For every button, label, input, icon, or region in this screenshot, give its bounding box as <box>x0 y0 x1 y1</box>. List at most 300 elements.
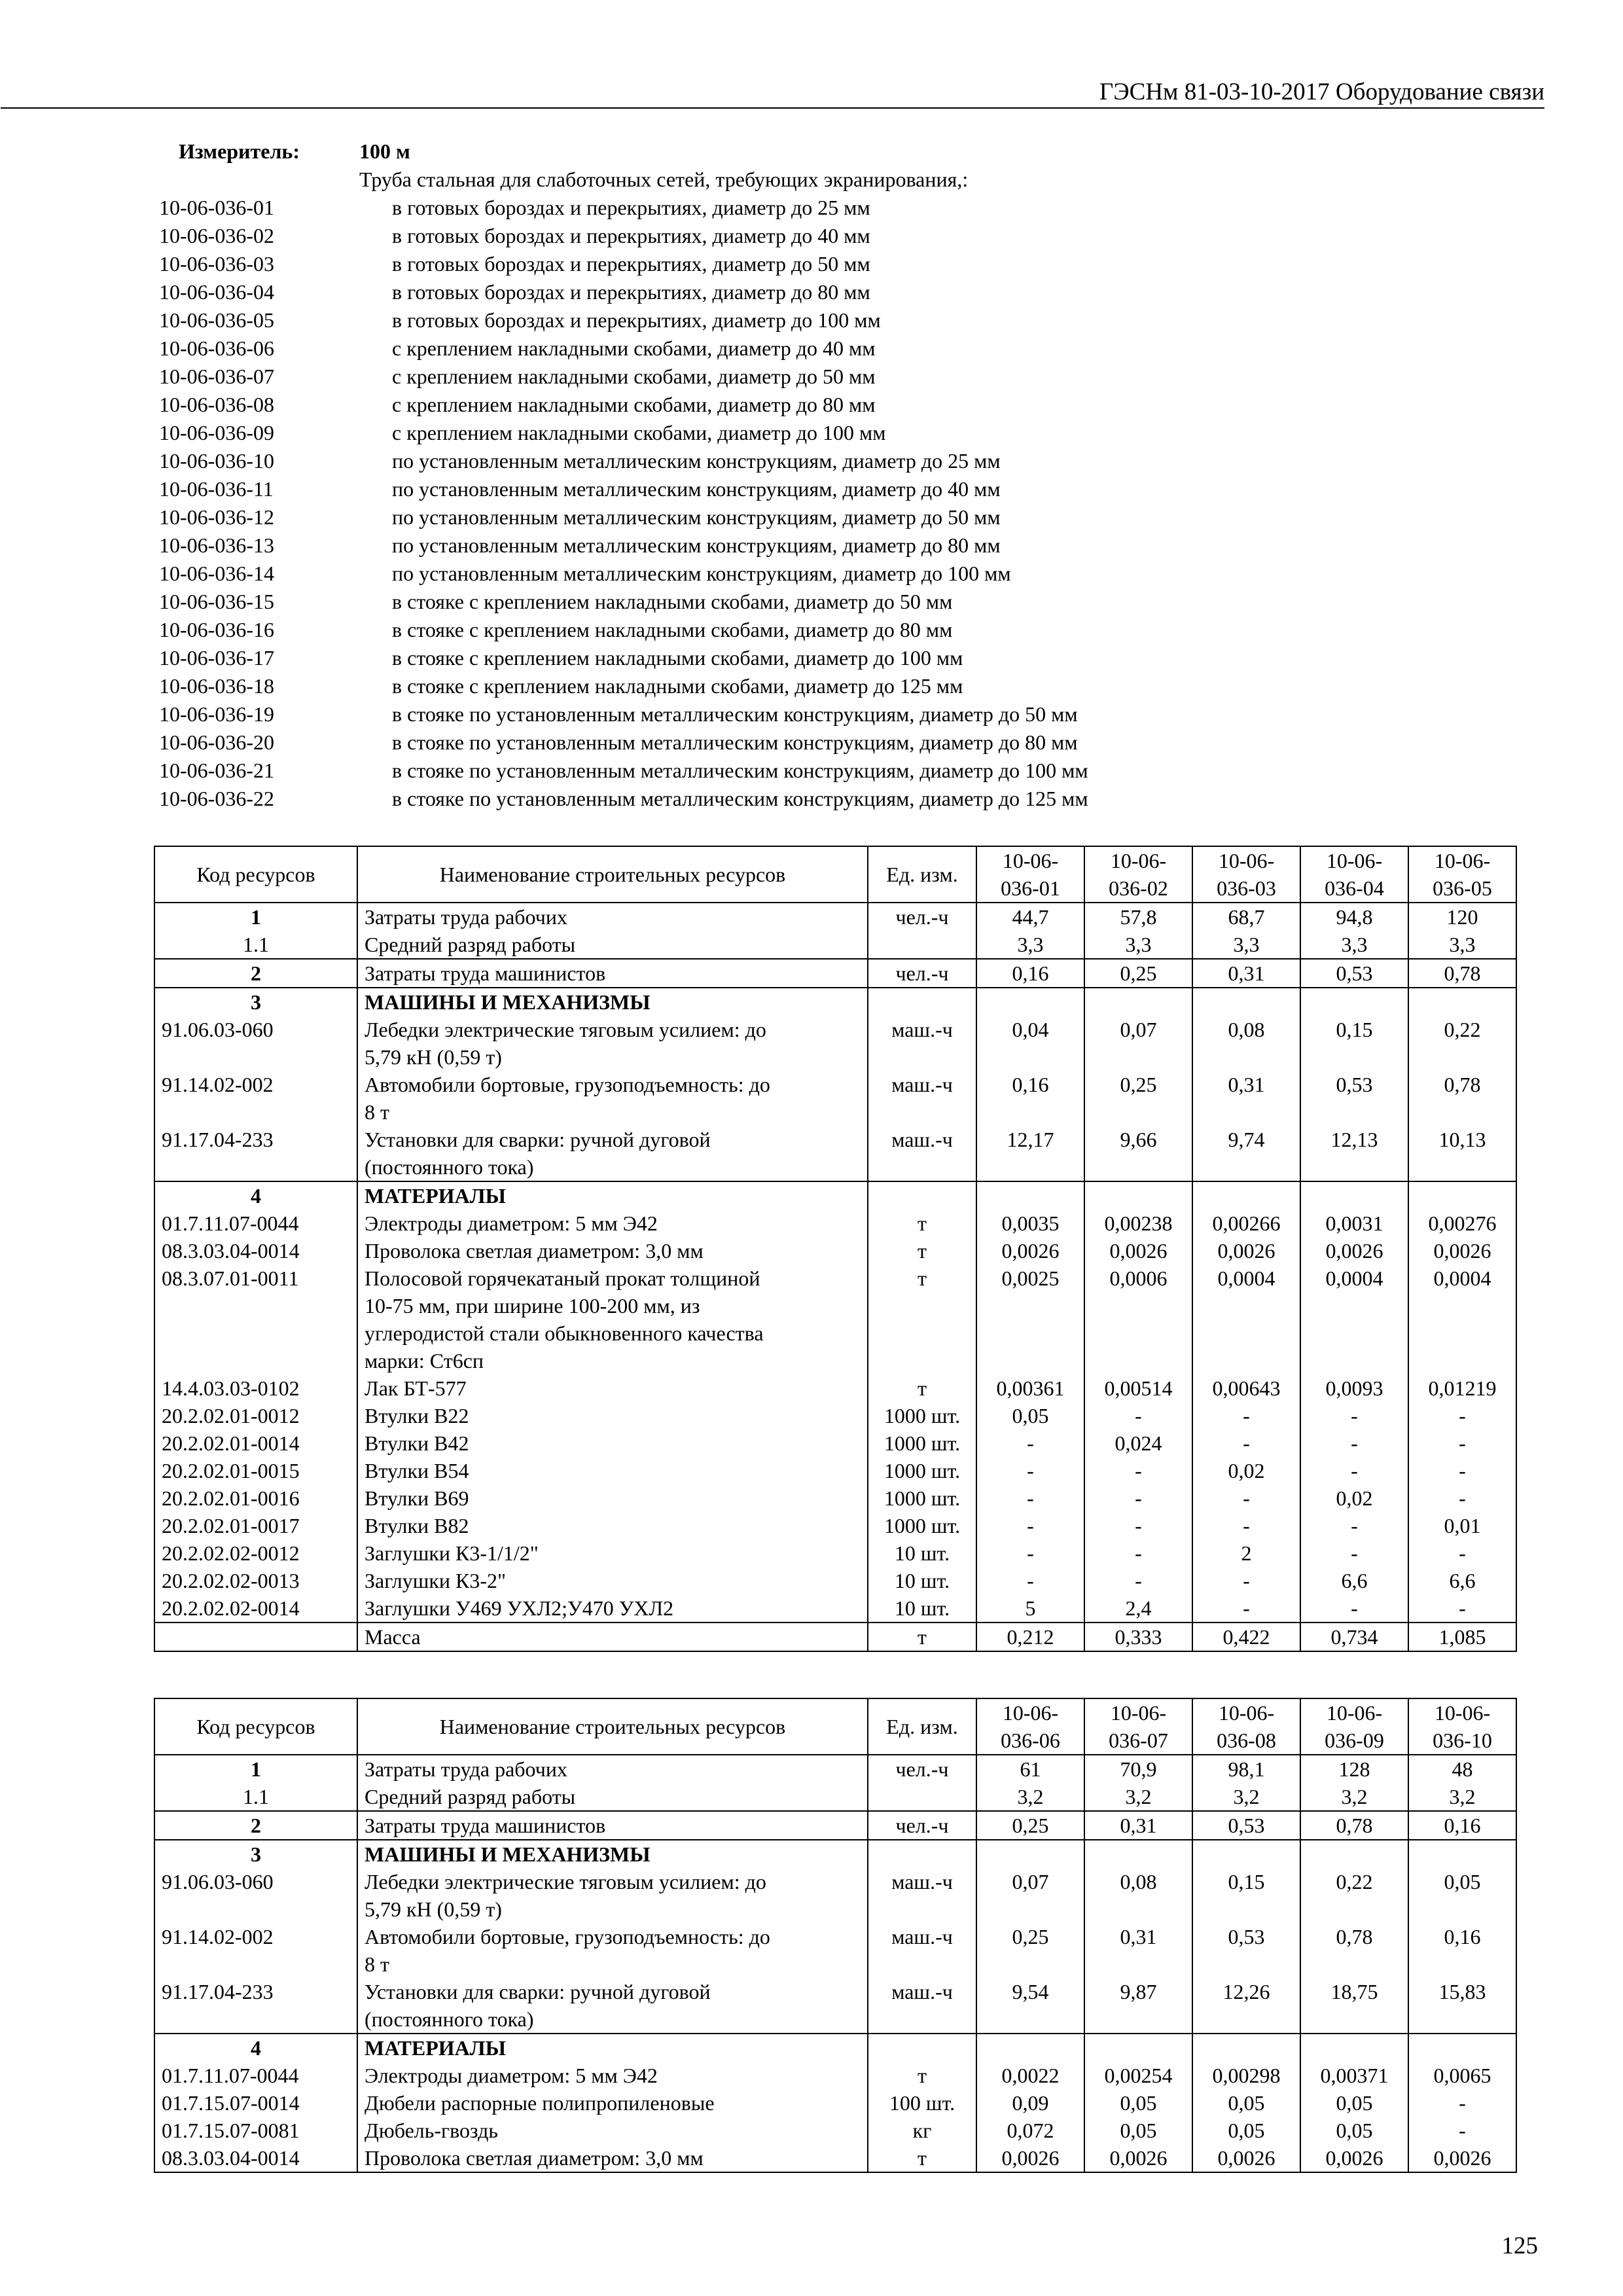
measure-item-desc: в стояке с креплением накладными скобами, диаметр до 100 мм <box>392 646 963 670</box>
measure-item-code: 10-06-036-10 <box>159 449 274 473</box>
row-name <box>357 2117 868 2144</box>
table-row <box>154 1374 1516 1402</box>
row-value: - <box>1408 2117 1516 2144</box>
row-name-line: Электроды диаметром: 5 мм Э42 <box>365 2064 658 2087</box>
measure-item <box>159 475 1533 503</box>
row-value: 0,0026 <box>1192 2144 1300 2172</box>
table-row <box>154 1237 1516 1265</box>
row-unit: 10 шт. <box>868 1594 976 1623</box>
row-code <box>154 1623 357 1651</box>
table-row <box>154 1868 1516 1923</box>
row-value: - <box>1300 1512 1408 1539</box>
row-value: 9,66 <box>1084 1126 1192 1181</box>
row-value: - <box>1084 1539 1192 1567</box>
row-value: 3,3 <box>1300 931 1408 959</box>
row-name-line: углеродистой стали обыкновенного качества <box>365 1321 764 1345</box>
header-column <box>1408 846 1516 903</box>
row-value: 12,26 <box>1192 1978 1300 2034</box>
table-row <box>154 2117 1516 2144</box>
row-name <box>357 1265 868 1374</box>
measure-item <box>159 447 1533 475</box>
row-name-line: Лак БТ-577 <box>365 1376 467 1400</box>
table-row <box>154 959 1516 988</box>
row-name-line: Втулки В54 <box>365 1459 469 1482</box>
header-column-line: 036-04 <box>1325 876 1384 900</box>
row-code: 2 <box>154 1811 357 1840</box>
row-name-line: Втулки В22 <box>365 1404 469 1427</box>
row-name-line: Заглушки У469 УХЛ2;У470 УХЛ2 <box>365 1596 674 1620</box>
row-value: 9,87 <box>1084 1978 1192 2034</box>
row-value: - <box>1408 1594 1516 1623</box>
row-name-line: (постоянного тока) <box>365 1155 534 1179</box>
row-code: 3 <box>154 1840 357 1868</box>
measure-item <box>159 194 1533 222</box>
row-value <box>1300 1840 1408 1868</box>
row-value <box>1408 1181 1516 1210</box>
row-name-line: Втулки В69 <box>365 1486 469 1510</box>
row-value: 5 <box>976 1594 1084 1623</box>
row-code: 91.14.02-002 <box>154 1071 357 1126</box>
row-code: 14.4.03.03-0102 <box>154 1374 357 1402</box>
table-row <box>154 1265 1516 1374</box>
header-column <box>1084 1698 1192 1755</box>
header-column-line: 036-03 <box>1217 876 1276 900</box>
row-name-line: (постоянного тока) <box>365 2007 534 2031</box>
row-name <box>357 1923 868 1978</box>
row-value: 0,00643 <box>1192 1374 1300 1402</box>
row-value: 68,7 <box>1192 903 1300 931</box>
row-code: 01.7.15.07-0014 <box>154 2089 357 2117</box>
measure-item-desc: в стояке с креплением накладными скобами, диаметр до 80 мм <box>392 618 953 641</box>
row-value: 128 <box>1300 1755 1408 1783</box>
row-value: 0,31 <box>1084 1811 1192 1840</box>
row-value: 0,05 <box>1084 2089 1192 2117</box>
row-value: 3,2 <box>1408 1783 1516 1811</box>
row-value: - <box>1084 1484 1192 1512</box>
row-name-line: Полосовой горячекатаный прокат толщиной <box>365 1266 760 1290</box>
row-value: 0,0035 <box>976 1210 1084 1237</box>
row-value: 0,00371 <box>1300 2062 1408 2089</box>
row-value: 0,78 <box>1408 1071 1516 1126</box>
measure-item-code: 10-06-036-20 <box>159 730 274 754</box>
row-name-line: 5,79 кН (0,59 т) <box>365 1897 502 1921</box>
row-value: - <box>1192 1429 1300 1457</box>
row-name <box>357 1071 868 1126</box>
row-value <box>1084 988 1192 1016</box>
row-value: 0,333 <box>1084 1623 1192 1651</box>
row-value: 0,0026 <box>1408 2144 1516 2172</box>
header-column <box>976 1698 1084 1755</box>
row-name <box>357 1783 868 1811</box>
table-header-row <box>154 1698 1516 1755</box>
header-column-line: 036-10 <box>1433 1729 1492 1752</box>
row-value: - <box>1408 1429 1516 1457</box>
header-column-line: 10-06- <box>1326 1701 1383 1725</box>
row-value: 0,0093 <box>1300 1374 1408 1402</box>
measure-item <box>159 391 1533 419</box>
row-code: 08.3.07.01-0011 <box>154 1265 357 1374</box>
measure-item <box>159 700 1533 728</box>
row-unit <box>868 931 976 959</box>
table-row <box>154 1840 1516 1868</box>
resources-table-2 <box>154 1698 1517 2173</box>
row-value <box>976 2034 1084 2062</box>
row-name-line: Затраты труда машинистов <box>365 961 606 985</box>
row-value <box>1192 988 1300 1016</box>
row-name-line: Проволока светлая диаметром: 3,0 мм <box>365 2146 704 2170</box>
row-value: 0,0026 <box>976 1237 1084 1265</box>
row-name <box>357 1457 868 1484</box>
row-value: 10,13 <box>1408 1126 1516 1181</box>
row-name-line: Втулки В82 <box>365 1514 469 1537</box>
row-value: 0,31 <box>1192 959 1300 988</box>
measure-item <box>159 757 1533 785</box>
row-value: 98,1 <box>1192 1755 1300 1783</box>
row-name-line: Лебедки электрические тяговым усилием: до <box>365 1018 766 1041</box>
row-code: 1 <box>154 903 357 931</box>
row-value: 0,422 <box>1192 1623 1300 1651</box>
row-value <box>1192 2034 1300 2062</box>
header-code: Код ресурсов <box>154 1698 357 1755</box>
row-value: 0,0004 <box>1300 1265 1408 1374</box>
row-name <box>357 1402 868 1429</box>
row-unit: маш.-ч <box>868 1126 976 1181</box>
row-value: 2,4 <box>1084 1594 1192 1623</box>
row-name-line: Затраты труда машинистов <box>365 1814 606 1837</box>
table-row <box>154 1429 1516 1457</box>
row-value: 0,53 <box>1300 1071 1408 1126</box>
measure-intro: Труба стальная для слаботочных сетей, требующих экранирования,: <box>359 168 969 191</box>
row-value: 0,00238 <box>1084 1210 1192 1237</box>
row-value: 0,04 <box>976 1016 1084 1071</box>
measure-item-code: 10-06-036-15 <box>159 590 274 613</box>
row-value: 0,22 <box>1408 1016 1516 1071</box>
measure-item-desc: с креплением накладными скобами, диаметр до 100 мм <box>392 421 886 444</box>
row-code: 91.17.04-233 <box>154 1978 357 2034</box>
row-value: 0,0026 <box>1192 1237 1300 1265</box>
row-code: 1.1 <box>154 931 357 959</box>
row-value: - <box>976 1539 1084 1567</box>
row-value: 6,6 <box>1300 1567 1408 1594</box>
row-value: 0,02 <box>1192 1457 1300 1484</box>
row-code: 20.2.02.01-0014 <box>154 1429 357 1457</box>
row-code: 91.06.03-060 <box>154 1016 357 1071</box>
row-name <box>357 1210 868 1237</box>
row-value: 0,07 <box>976 1868 1084 1923</box>
measure-item <box>159 222 1533 250</box>
row-value <box>1408 1840 1516 1868</box>
measure-item-code: 10-06-036-21 <box>159 759 274 782</box>
row-value: - <box>1192 1512 1300 1539</box>
row-value: 0,212 <box>976 1623 1084 1651</box>
row-value: 12,13 <box>1300 1126 1408 1181</box>
row-value: 0,0004 <box>1192 1265 1300 1374</box>
row-name <box>357 1429 868 1457</box>
row-unit <box>868 1181 976 1210</box>
row-value: - <box>1300 1402 1408 1429</box>
row-value: 0,25 <box>976 1923 1084 1978</box>
row-unit: 1000 шт. <box>868 1402 976 1429</box>
row-name <box>357 1016 868 1071</box>
row-value: 0,00298 <box>1192 2062 1300 2089</box>
table-row <box>154 1623 1516 1651</box>
header-column-line: 10-06- <box>1434 1701 1491 1725</box>
row-value: 9,54 <box>976 1978 1084 2034</box>
row-name-line: Лебедки электрические тяговым усилием: до <box>365 1870 766 1893</box>
row-value: 0,16 <box>976 959 1084 988</box>
row-name-line: МАШИНЫ И МЕХАНИЗМЫ <box>365 990 651 1014</box>
row-value: 0,0026 <box>976 2144 1084 2172</box>
row-value: 0,0006 <box>1084 1265 1192 1374</box>
header-column <box>1300 846 1408 903</box>
row-name-line: Автомобили бортовые, грузоподъемность: до <box>365 1073 770 1096</box>
row-name-line: Затраты труда рабочих <box>365 1757 567 1781</box>
row-value: 0,16 <box>976 1071 1084 1126</box>
row-name <box>357 1840 868 1868</box>
row-unit: т <box>868 1265 976 1374</box>
row-value: 0,08 <box>1084 1868 1192 1923</box>
measure-item-desc: по установленным металлическим конструкциям, диаметр до 50 мм <box>392 505 1001 529</box>
row-value: - <box>976 1457 1084 1484</box>
row-value: - <box>1084 1402 1192 1429</box>
row-code: 20.2.02.01-0012 <box>154 1402 357 1429</box>
row-value: 120 <box>1408 903 1516 931</box>
row-value: 6,6 <box>1408 1567 1516 1594</box>
row-name-line: марки: Ст6сп <box>365 1349 484 1372</box>
header-unit: Ед. изм. <box>868 846 976 903</box>
row-code: 01.7.11.07-0044 <box>154 1210 357 1237</box>
table-row <box>154 1539 1516 1567</box>
row-code: 08.3.03.04-0014 <box>154 1237 357 1265</box>
row-value <box>1084 2034 1192 2062</box>
table-row <box>154 1126 1516 1181</box>
measure-item-desc: по установленным металлическим конструкциям, диаметр до 25 мм <box>392 449 1001 473</box>
row-value: 0,05 <box>976 1402 1084 1429</box>
measure-item <box>159 644 1533 672</box>
table-row <box>154 931 1516 959</box>
row-value: 12,17 <box>976 1126 1084 1181</box>
row-code: 08.3.03.04-0014 <box>154 2144 357 2172</box>
row-value: - <box>1084 1512 1192 1539</box>
row-name <box>357 2144 868 2172</box>
table-row <box>154 2034 1516 2062</box>
measure-item <box>159 728 1533 757</box>
row-name-line: Установки для сварки: ручной дуговой <box>365 1128 711 1151</box>
row-code: 1 <box>154 1755 357 1783</box>
row-value: 0,0026 <box>1084 2144 1192 2172</box>
row-value: - <box>1408 2089 1516 2117</box>
row-value: 0,0026 <box>1300 2144 1408 2172</box>
row-name <box>357 931 868 959</box>
measure-item <box>159 419 1533 447</box>
table-row <box>154 1923 1516 1978</box>
row-name <box>357 1374 868 1402</box>
measure-item-code: 10-06-036-06 <box>159 336 274 360</box>
row-value: 0,00266 <box>1192 1210 1300 1237</box>
row-name <box>357 2034 868 2062</box>
row-name-line: Установки для сварки: ручной дуговой <box>365 1980 711 2003</box>
row-value: 3,3 <box>1408 931 1516 959</box>
row-value: - <box>1192 1484 1300 1512</box>
row-code: 91.06.03-060 <box>154 1868 357 1923</box>
row-value: 94,8 <box>1300 903 1408 931</box>
row-value: 0,15 <box>1300 1016 1408 1071</box>
measure-item-code: 10-06-036-04 <box>159 280 274 304</box>
row-value: - <box>1300 1429 1408 1457</box>
header-column-line: 036-01 <box>1001 876 1060 900</box>
measure-item-desc: в готовых бороздах и перекрытиях, диаметр до 50 мм <box>392 252 870 276</box>
measure-label: Измеритель: <box>179 139 300 163</box>
row-unit: чел.-ч <box>868 1755 976 1783</box>
row-unit: т <box>868 1374 976 1402</box>
row-value: 48 <box>1408 1755 1516 1783</box>
row-value: 0,07 <box>1084 1016 1192 1071</box>
measure-item-code: 10-06-036-18 <box>159 674 274 698</box>
row-code: 91.17.04-233 <box>154 1126 357 1181</box>
row-value: 18,75 <box>1300 1978 1408 2034</box>
row-value <box>1084 1840 1192 1868</box>
row-value: 0,072 <box>976 2117 1084 2144</box>
row-value <box>976 988 1084 1016</box>
row-value <box>1300 2034 1408 2062</box>
row-name-line: Заглушки К3-2" <box>365 1569 507 1592</box>
row-value: 0,78 <box>1300 1811 1408 1840</box>
row-value: 0,31 <box>1084 1923 1192 1978</box>
row-unit: маш.-ч <box>868 1978 976 2034</box>
measure-item <box>159 616 1533 644</box>
row-value: 0,05 <box>1192 2117 1300 2144</box>
row-value: 0,53 <box>1300 959 1408 988</box>
row-code: 20.2.02.02-0012 <box>154 1539 357 1567</box>
row-value: 0,734 <box>1300 1623 1408 1651</box>
row-name <box>357 1868 868 1923</box>
measure-items <box>159 194 1533 813</box>
row-name <box>357 903 868 931</box>
row-code: 1.1 <box>154 1783 357 1811</box>
row-value: 0,01219 <box>1408 1374 1516 1402</box>
table-row <box>154 1594 1516 1623</box>
measure-item-code: 10-06-036-14 <box>159 562 274 585</box>
row-value: 0,05 <box>1300 2117 1408 2144</box>
table-row <box>154 1783 1516 1811</box>
row-unit: т <box>868 2144 976 2172</box>
measure-item-code: 10-06-036-22 <box>159 787 274 810</box>
measure-item <box>159 250 1533 278</box>
row-name <box>357 1594 868 1623</box>
measure-item <box>159 672 1533 700</box>
header-column-line: 10-06- <box>1326 849 1383 872</box>
row-value <box>1408 988 1516 1016</box>
row-name-line: 10-75 мм, при ширине 100-200 мм, из <box>365 1294 700 1318</box>
row-value: 3,2 <box>1300 1783 1408 1811</box>
measure-item-desc: в готовых бороздах и перекрытиях, диаметр до 25 мм <box>392 196 870 219</box>
row-value: 0,16 <box>1408 1923 1516 1978</box>
header-column-line: 10-06- <box>1434 849 1491 872</box>
row-value: 0,09 <box>976 2089 1084 2117</box>
header-column-line: 10-06- <box>1002 1701 1059 1725</box>
measure-item-desc: в стояке по установленным металлическим конструкциям, диаметр до 125 мм <box>392 787 1088 810</box>
row-value: - <box>1408 1539 1516 1567</box>
measure-item <box>159 278 1533 306</box>
row-name <box>357 1567 868 1594</box>
measure-item-code: 10-06-036-19 <box>159 702 274 726</box>
row-unit: чел.-ч <box>868 903 976 931</box>
measure-item-desc: в стояке с креплением накладными скобами, диаметр до 125 мм <box>392 674 963 698</box>
header-name: Наименование строительных ресурсов <box>357 846 868 903</box>
row-code: 20.2.02.02-0014 <box>154 1594 357 1623</box>
row-value: 61 <box>976 1755 1084 1783</box>
row-name-line: Втулки В42 <box>365 1431 469 1455</box>
measure-item-desc: в стояке с креплением накладными скобами, диаметр до 50 мм <box>392 590 953 613</box>
row-unit: чел.-ч <box>868 1811 976 1840</box>
measure-item-desc: в стояке по установленным металлическим конструкциям, диаметр до 80 мм <box>392 730 1078 754</box>
measure-item-desc: в готовых бороздах и перекрытиях, диаметр до 100 мм <box>392 308 881 332</box>
measure-item-code: 10-06-036-08 <box>159 393 274 416</box>
measure-item-code: 10-06-036-02 <box>159 224 274 247</box>
row-value: 0,25 <box>1084 959 1192 988</box>
measure-item <box>159 503 1533 531</box>
row-value: 0,00276 <box>1408 1210 1516 1237</box>
table-row <box>154 1567 1516 1594</box>
row-unit: маш.-ч <box>868 1016 976 1071</box>
row-value: - <box>1408 1457 1516 1484</box>
row-code: 01.7.11.07-0044 <box>154 2062 357 2089</box>
measure-item-desc: по установленным металлическим конструкциям, диаметр до 100 мм <box>392 562 1011 585</box>
row-value: 3,2 <box>1192 1783 1300 1811</box>
row-name-line: Дюбель-гвоздь <box>365 2119 498 2142</box>
row-code: 20.2.02.01-0015 <box>154 1457 357 1484</box>
row-value: 0,00514 <box>1084 1374 1192 1402</box>
header-column-line: 10-06- <box>1110 1701 1167 1725</box>
measure-item-desc: в готовых бороздах и перекрытиях, диаметр до 80 мм <box>392 280 870 304</box>
row-value: 0,00361 <box>976 1374 1084 1402</box>
table-row <box>154 1016 1516 1071</box>
table-row <box>154 1512 1516 1539</box>
row-value: 0,0031 <box>1300 1210 1408 1237</box>
row-code: 91.14.02-002 <box>154 1923 357 1978</box>
measure-item-desc: с креплением накладными скобами, диаметр до 50 мм <box>392 365 876 388</box>
row-name <box>357 1237 868 1265</box>
row-value: 9,74 <box>1192 1126 1300 1181</box>
row-unit: 10 шт. <box>868 1567 976 1594</box>
measure-item <box>159 306 1533 334</box>
row-value <box>976 1181 1084 1210</box>
measure-item-code: 10-06-036-05 <box>159 308 274 332</box>
measure-item-code: 10-06-036-03 <box>159 252 274 276</box>
row-name <box>357 1539 868 1567</box>
row-value <box>1300 1181 1408 1210</box>
page-header <box>1 77 1544 109</box>
row-name-line: МАТЕРИАЛЫ <box>365 1184 506 1208</box>
row-value: 0,0065 <box>1408 2062 1516 2089</box>
table-row <box>154 1071 1516 1126</box>
row-unit <box>868 1783 976 1811</box>
row-name-line: Проволока светлая диаметром: 3,0 мм <box>365 1239 704 1263</box>
row-name <box>357 959 868 988</box>
header-name: Наименование строительных ресурсов <box>357 1698 868 1755</box>
row-value: 0,0026 <box>1408 1237 1516 1265</box>
row-value: 0,31 <box>1192 1071 1300 1126</box>
measure-item-desc: в готовых бороздах и перекрытиях, диаметр до 40 мм <box>392 224 870 247</box>
measure-item-code: 10-06-036-07 <box>159 365 274 388</box>
row-name <box>357 1512 868 1539</box>
table-row <box>154 1978 1516 2034</box>
row-name-line: Электроды диаметром: 5 мм Э42 <box>365 1211 658 1235</box>
row-value: 0,0026 <box>1300 1237 1408 1265</box>
table-row <box>154 1755 1516 1783</box>
measure-item-code: 10-06-036-12 <box>159 505 274 529</box>
header-column-line: 036-08 <box>1217 1729 1276 1752</box>
